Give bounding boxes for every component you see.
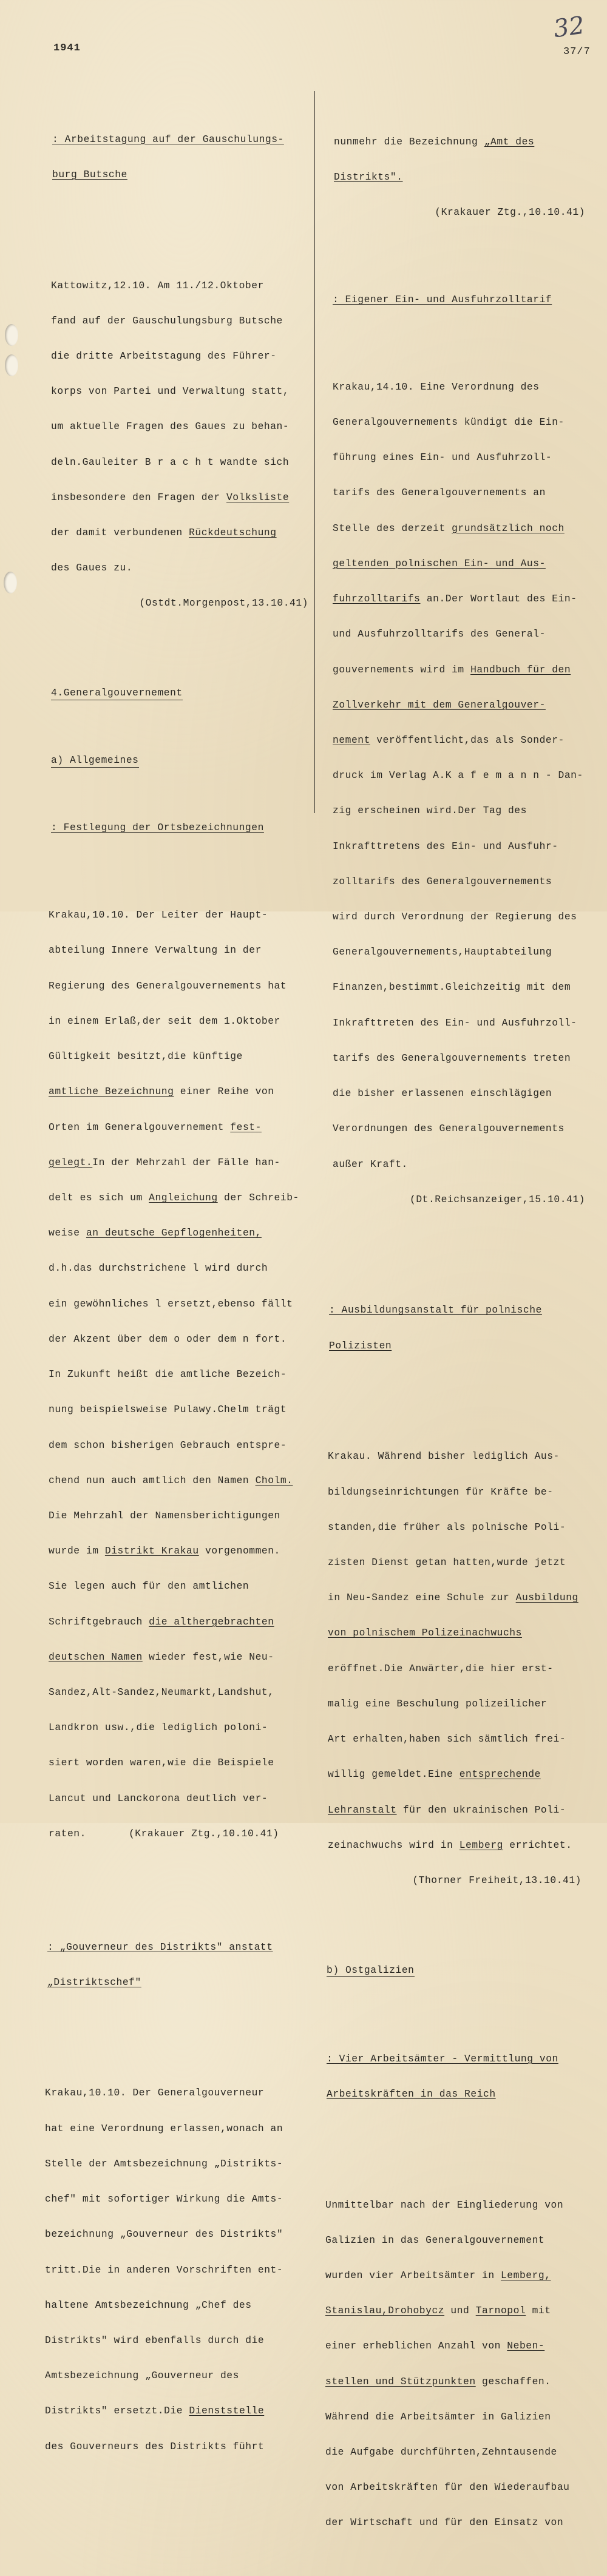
- text-line: der Wirtschaft und für den Einsatz von: [325, 2517, 564, 2529]
- text-line: nung beispielsweise Pulawy.Chelm trägt: [49, 1404, 287, 1416]
- text-span: delt es sich um: [49, 1191, 149, 1203]
- text-line: [328, 1592, 588, 1603]
- underlined-term: Lehranstalt: [328, 1804, 397, 1816]
- source-text: (Ostdt.Morgenpost,13.10.41): [139, 597, 308, 609]
- left-column: [47, 86, 308, 2500]
- text-line: abteilung Innere Verwaltung in der: [49, 944, 262, 956]
- source-citation: [51, 597, 308, 609]
- text-line: Gültigkeit besitzt,die künftige: [49, 1050, 243, 1063]
- underlined-term: grundsätzlich noch: [452, 522, 565, 534]
- text-line: [333, 593, 588, 604]
- text-line: Zollverkehr mit dem Generalgouver-: [333, 698, 546, 711]
- text-line: [325, 2376, 588, 2387]
- underlined-term: Ausbildung: [515, 1592, 578, 1604]
- text-line: Landkron usw.,die lediglich poloni-: [49, 1722, 268, 1734]
- text-line: geltenden polnischen Ein- und Aus-: [333, 557, 546, 569]
- text-line: und Ausfuhrzolltarifs des General-: [333, 628, 546, 640]
- text-line: Kattowitz,12.10. Am 11./12.Oktober: [51, 279, 264, 291]
- text-line: [325, 2270, 588, 2281]
- right-column: [327, 89, 588, 2576]
- text-line: [328, 1804, 588, 1816]
- text-span: für den ukrainischen Poli-: [396, 1804, 566, 1816]
- page-number: 37/7: [563, 46, 591, 58]
- text-line: Generalgouvernements kündigt die Ein-: [333, 416, 565, 428]
- text-line: die Aufgabe durchführten,Zehntausende: [325, 2446, 557, 2458]
- text-line: die bisher erlassenen einschlägigen: [333, 1087, 552, 1100]
- text-line: [51, 527, 308, 538]
- text-span: nunmehr die Bezeichnung: [334, 135, 484, 147]
- text-span: wurden vier Arbeitsämter in: [325, 2269, 501, 2281]
- text-line: [334, 136, 588, 147]
- text-span: willig gemeldet.Eine: [328, 1768, 459, 1780]
- text-line: zolltarifs des Generalgouvernements: [333, 875, 552, 887]
- text-line: [49, 1086, 308, 1097]
- text-line: um aktuelle Fragen des Gaues zu behan-: [51, 421, 290, 433]
- text-line: Inkrafttretens des Ein- und Ausfuhr-: [333, 840, 558, 852]
- section-title: 4.Generalgouvernement: [51, 687, 183, 700]
- text-line: Während die Arbeitsämter in Galizien: [325, 2410, 551, 2422]
- text-line: [49, 1828, 308, 1839]
- heading-line: Polizisten: [329, 1339, 392, 1351]
- text-span: an.Der Wortlaut des Ein-: [420, 593, 577, 605]
- article-heading: : Eigener Ein- und Ausfuhrzolltarif: [333, 293, 552, 305]
- underlined-term: fest-: [230, 1121, 262, 1133]
- text-span: veröffentlicht,das als Sonder-: [370, 734, 565, 746]
- text-span: wieder fest,wie Neu-: [142, 1651, 274, 1663]
- underlined-term: Cholm.: [255, 1474, 293, 1486]
- text-line: Stelle der Amtsbezeichnung „Distrikts-: [45, 2157, 283, 2169]
- underlined-term: stellen und Stützpunkten: [325, 2375, 476, 2387]
- text-line: Die Mehrzahl der Namensberichtigungen: [49, 1509, 280, 1521]
- heading-line: „Distriktschef": [47, 1976, 141, 1988]
- text-line: [325, 2340, 588, 2351]
- text-span: insbesondere den Fragen der: [51, 491, 226, 503]
- heading-line: : „Gouverneur des Distrikts" anstatt: [47, 1941, 273, 1953]
- article-heading: [327, 2029, 588, 2123]
- text-line: [333, 522, 588, 534]
- text-line: fand auf der Gauschulungsburg Butsche: [51, 314, 283, 326]
- text-span: und: [444, 2305, 476, 2317]
- text-line: Lancut und Lanckorona deutlich ver-: [49, 1792, 268, 1804]
- underlined-term: Distrikt Krakau: [104, 1545, 199, 1557]
- section-heading: [51, 687, 308, 700]
- source-text: (Thorner Freiheit,13.10.41): [412, 1874, 582, 1886]
- text-line: von Arbeitskräften für den Wiederaufbau: [325, 2481, 570, 2493]
- underlined-term: Stanislau,Drohobycz: [325, 2305, 445, 2317]
- subsection-heading: [327, 1964, 588, 1977]
- underlined-term: „Amt des: [484, 135, 535, 147]
- text-line: Distrikts" wird ebenfalls durch die: [45, 2334, 265, 2346]
- text-line: [328, 1768, 588, 1780]
- underlined-term: die althergebrachten: [149, 1615, 274, 1628]
- text-line: [328, 1839, 588, 1851]
- text-span: raten.: [49, 1827, 86, 1839]
- text-line: der Akzent über dem o oder dem n fort.: [49, 1333, 287, 1345]
- subsection-heading: [51, 754, 308, 767]
- text-line: korps von Partei und Verwaltung statt,: [51, 385, 290, 397]
- column-divider: [314, 91, 315, 813]
- text-line: d.h.das durchstrichene l wird durch: [49, 1262, 268, 1274]
- underlined-term: Volksliste: [226, 491, 290, 503]
- punch-hole: [5, 354, 18, 376]
- text-line: Verordnungen des Generalgouvernements: [333, 1123, 565, 1135]
- heading-line: : Arbeitstagung auf der Gauschulungs-: [52, 133, 284, 145]
- text-span: In der Mehrzahl der Fälle han-: [92, 1156, 280, 1168]
- text-line: außer Kraft.: [333, 1158, 408, 1170]
- text-line: druck im Verlag A.K a f e m a n n - Dan-: [333, 769, 583, 782]
- text-line: die dritte Arbeitstagung des Führer-: [51, 350, 277, 362]
- handwritten-folio-number: 32: [552, 11, 586, 44]
- text-line: Finanzen,bestimmt.Gleichzeitig mit dem: [333, 981, 571, 993]
- text-line: siert worden waren,wie die Beispiele: [49, 1757, 274, 1769]
- subsection-title: a) Allgemeines: [51, 754, 139, 767]
- underlined-term: fuhrzolltarifs: [333, 593, 421, 605]
- article-body: [333, 357, 588, 1229]
- punch-hole: [5, 324, 18, 346]
- source-citation: [334, 206, 588, 218]
- heading-line: : Vier Arbeitsämter - Vermittlung von: [327, 2052, 558, 2064]
- text-line: [333, 734, 588, 746]
- text-line: Regierung des Generalgouvernements hat: [49, 979, 287, 992]
- text-line: In Zukunft heißt die amtliche Bezeich-: [49, 1368, 287, 1381]
- text-line: Sie legen auch für den amtlichen: [49, 1580, 249, 1592]
- article-body: [51, 256, 308, 633]
- text-line: Generalgouvernements,Hauptabteilung: [333, 946, 552, 958]
- heading-line: : Ausbildungsanstalt für polnische: [329, 1304, 542, 1316]
- text-line: Amtsbezeichnung „Gouverneur des: [45, 2370, 239, 2382]
- text-line: hat eine Verordnung erlassen,wonach an: [45, 2122, 283, 2134]
- text-line: ein gewöhnliches l ersetzt,ebenso fällt: [49, 1297, 293, 1310]
- text-line: von polnischem Polizeinachwuchs: [328, 1627, 522, 1639]
- text-span: der damit verbundenen: [51, 527, 189, 539]
- text-line: Distrikts".: [334, 171, 403, 183]
- text-line: bezeichnung „Gouverneur des Distrikts": [45, 2228, 283, 2240]
- text-line: [49, 1651, 308, 1663]
- text-line: Unmittelbar nach der Eingliederung von: [325, 2199, 564, 2211]
- text-line: chef" mit sofortiger Wirkung die Amts-: [45, 2193, 283, 2205]
- text-line: wird durch Verordnung der Regierung des: [333, 911, 577, 923]
- text-line: tarifs des Generalgouvernements treten: [333, 1052, 571, 1064]
- underlined-term: entsprechende: [459, 1768, 541, 1780]
- text-span: vorgenommen.: [198, 1545, 280, 1557]
- text-line: deln.Gauleiter B r a c h t wandte sich: [51, 456, 290, 468]
- text-line: zisten Dienst getan hatten,wurde jetzt: [328, 1556, 566, 1568]
- underlined-term: Angleichung: [149, 1191, 218, 1203]
- underlined-term: Lemberg,: [500, 2269, 551, 2281]
- source-text: (Krakauer Ztg.,10.10.41): [435, 206, 585, 218]
- article-heading: : Festlegung der Ortsbezeichnungen: [51, 822, 264, 834]
- text-span: der Schreib-: [217, 1191, 299, 1203]
- text-line: Galizien in das Generalgouvernement: [325, 2234, 545, 2246]
- underlined-term: Neben-: [507, 2340, 545, 2352]
- text-line: [49, 1545, 308, 1557]
- text-line: standen,die früher als polnische Poli-: [328, 1521, 566, 1533]
- text-line: [51, 492, 308, 503]
- text-line: Art erhalten,haben sich sämtlich frei-: [328, 1733, 566, 1745]
- text-span: zeinachwuchs wird in: [328, 1839, 459, 1851]
- text-span: Distrikts" ersetzt.Die: [45, 2405, 189, 2417]
- underlined-term: Tarnopol: [475, 2305, 526, 2317]
- text-line: [49, 1616, 308, 1628]
- text-line: eröffnet.Die Anwärter,die hier erst-: [328, 1662, 554, 1674]
- article-heading: [47, 1918, 308, 2012]
- text-line: Sandez,Alt-Sandez,Neumarkt,Landshut,: [49, 1686, 274, 1699]
- underlined-term: an deutsche Gepflogenheiten,: [86, 1227, 262, 1239]
- text-span: einer Reihe von: [174, 1086, 274, 1098]
- source-text: (Dt.Reichsanzeiger,15.10.41): [410, 1193, 585, 1205]
- text-line: Krakau. Während bisher lediglich Aus-: [328, 1450, 560, 1462]
- year-header: 1941: [53, 42, 81, 54]
- article-heading: [52, 110, 308, 204]
- text-span: Stelle des derzeit: [333, 522, 452, 534]
- underlined-term: Handbuch für den: [470, 663, 571, 675]
- text-line: [49, 1121, 308, 1133]
- text-line: zig erscheinen wird.Der Tag des: [333, 805, 527, 817]
- underlined-term: gelegt.: [49, 1156, 93, 1168]
- text-line: Krakau,10.10. Der Leiter der Haupt-: [49, 909, 268, 921]
- text-line: [333, 664, 588, 675]
- text-span: errichtet.: [503, 1839, 572, 1851]
- text-span: gouvernements wird im: [333, 663, 471, 675]
- text-line: tarifs des Generalgouvernements an: [333, 487, 546, 499]
- heading-line: Arbeitskräften in das Reich: [327, 2088, 496, 2100]
- text-line: tritt.Die in anderen Vorschriften ent-: [45, 2263, 283, 2276]
- text-span: Orten im Generalgouvernement: [49, 1121, 231, 1133]
- text-span: wurde im: [49, 1545, 105, 1557]
- source-citation: (Krakauer Ztg.,10.10.41): [128, 1827, 279, 1839]
- article-body: [328, 1427, 588, 1910]
- article-body: [49, 885, 308, 1863]
- text-line: dem schon bisherigen Gebrauch entspre-: [49, 1439, 287, 1451]
- article-body: [45, 2064, 308, 2476]
- text-line: des Gaues zu.: [51, 562, 133, 574]
- text-line: in einem Erlaß,der seit dem 1.Oktober: [49, 1015, 280, 1027]
- text-span: mit: [526, 2305, 551, 2317]
- underlined-term: Dienststelle: [189, 2405, 265, 2417]
- text-line: bildungseinrichtungen für Kräfte be-: [328, 1486, 554, 1498]
- underlined-term: amtliche Bezeichnung: [49, 1086, 174, 1098]
- text-span: in Neu-Sandez eine Schule zur: [328, 1592, 516, 1604]
- text-line: [49, 1192, 308, 1203]
- text-line: haltene Amtsbezeichnung „Chef des: [45, 2299, 252, 2311]
- text-span: geschaffen.: [475, 2375, 551, 2387]
- heading-line: burg Butsche: [52, 168, 127, 180]
- text-span: weise: [49, 1227, 86, 1239]
- text-line: [325, 2305, 588, 2316]
- underlined-term: deutschen Namen: [49, 1651, 143, 1663]
- underlined-term: Rückdeutschung: [189, 527, 277, 539]
- text-line: [49, 1227, 308, 1239]
- text-line: des Gouverneurs des Distrikts führt: [45, 2440, 265, 2452]
- text-span: Schriftgebrauch: [49, 1615, 149, 1628]
- text-line: [45, 2405, 308, 2416]
- article-body: [325, 2175, 588, 2552]
- source-citation: [328, 1875, 588, 1886]
- text-line: Krakau,14.10. Eine Verordnung des: [333, 380, 540, 393]
- underlined-term: nement: [333, 734, 370, 746]
- subsection-title: b) Ostgalizien: [327, 1964, 415, 1977]
- text-line: führung eines Ein- und Ausfuhrzoll-: [333, 451, 552, 464]
- source-citation: [333, 1194, 588, 1205]
- text-line: Inkrafttreten des Ein- und Ausfuhrzoll-: [333, 1016, 577, 1029]
- text-line: malig eine Beschulung polizeilicher: [328, 1697, 548, 1709]
- punch-hole: [4, 572, 17, 593]
- article-heading: [329, 1281, 588, 1375]
- text-line: Krakau,10.10. Der Generalgouverneur: [45, 2087, 265, 2099]
- text-line: [49, 1475, 308, 1486]
- underlined-term: Lemberg: [459, 1839, 503, 1851]
- article-continuation: [334, 112, 588, 242]
- text-line: [49, 1157, 308, 1168]
- text-span: einer erheblichen Anzahl von: [325, 2340, 507, 2352]
- text-span: chend nun auch amtlich den Namen: [49, 1474, 256, 1486]
